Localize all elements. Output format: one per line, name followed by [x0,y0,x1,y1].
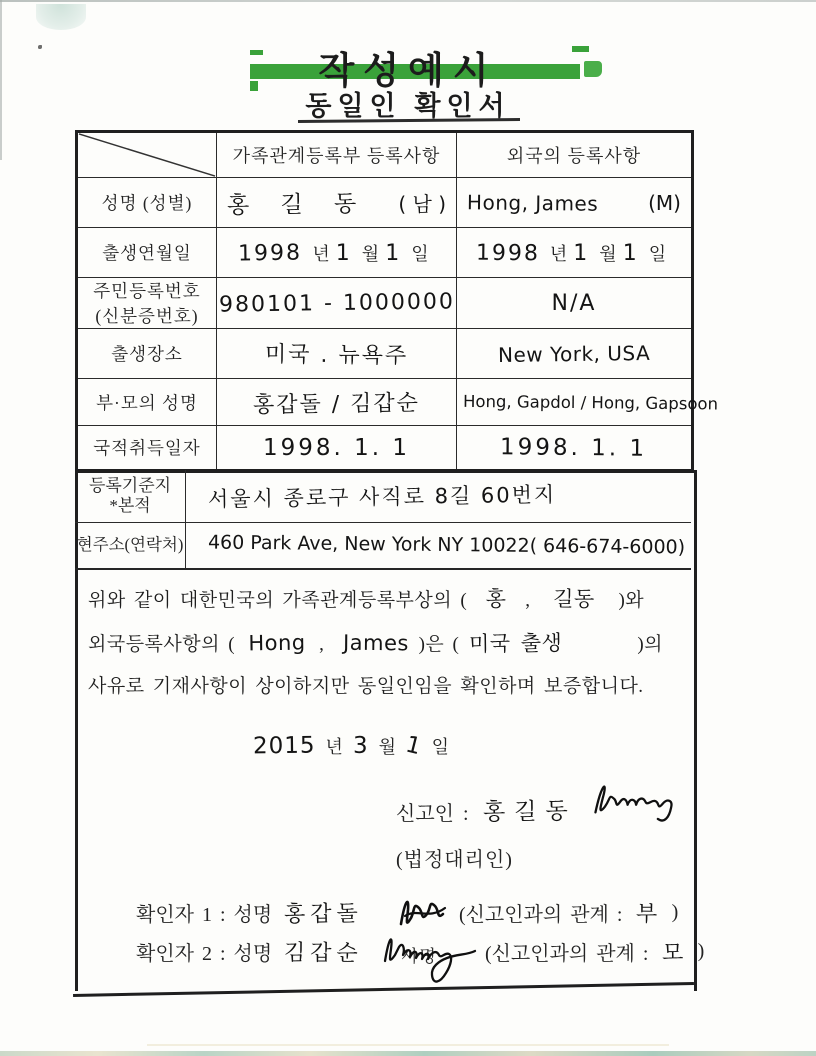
statement-line2-mid: )은 ( [418,634,460,655]
birth-day-foreign: 1 [622,240,639,266]
table-row [77,379,693,426]
label-parents: 부·모의 성명 [77,379,217,426]
header-foreign: 외국의 등록사항 [457,132,693,178]
diagonal-line [78,133,216,177]
signature-field-label: 서명 [400,947,438,966]
table-header-row [77,132,693,178]
statement-givenname-hand: 길동 [553,586,596,612]
label-regno-line2: (신분증번호) [95,306,199,326]
statement-line2-post: )의 [637,634,664,655]
signature-confirmer-2 [379,925,483,987]
name-foreign-value: Hong, James [466,189,599,216]
table-row [77,228,693,278]
birth-month: 1 [335,240,352,266]
cell-parents-foreign [457,379,719,426]
declarant-line [396,790,690,826]
label-regno-line1: 주민등록번호 [93,281,201,301]
label-birthdate: 출생연월일 [77,228,217,278]
regno-domestic-value: 980101 - 1000000 [218,288,455,318]
name-domestic-value: 홍 길 동 [226,191,369,219]
declarant-label: 신고인 : [396,803,469,825]
registry-value-cell [186,481,691,511]
declarant-name-hand: 홍길동 [482,798,577,826]
cell-name-foreign [457,178,693,228]
statement-line1-sep: , [525,590,531,611]
confirmer-1-line [136,897,678,928]
scan-edge-top [0,0,816,2]
name-foreign-gender: (M) [648,190,681,215]
date-day: 1 [403,731,425,761]
regno-foreign-value: N/A [551,290,597,316]
statement-line2-sep: , [319,634,333,655]
statement-line1 [88,578,684,622]
confirmer-2-relation-post: ) [697,939,705,962]
label-birthplace: 출생장소 [77,329,217,379]
cell-nationality-foreign [457,426,693,471]
address-row [75,522,691,570]
birthplace-foreign-value: New York, USA [497,340,651,367]
label-regno [77,278,217,329]
birth-day-unit: 일 [411,243,429,264]
date-month-unit: 월 [378,737,396,757]
example-badge-title: 작성예시 [318,51,498,92]
address-value: 460 Park Ave, New York NY 10022( 646-674-6000) [207,531,686,559]
confirmer-2-line [136,933,704,969]
nationality-domestic-value: 1998. 1. 1 [262,434,411,461]
cell-birthplace-foreign [457,329,693,379]
cell-birth-foreign [457,228,693,278]
registry-value: 서울시 종로구 사직로 8길 60번지 [207,482,557,512]
cell-regno-foreign [457,278,693,329]
scan-bottom-faint-line [147,1044,669,1046]
label-nationality-date: 국적취득일자 [77,426,217,471]
table-row [77,278,693,329]
date-year-unit: 년 [325,737,343,757]
statement-foreign-givenname-hand: James [342,630,409,656]
address-value-cell [186,531,691,559]
statement-foreign-surname-hand: Hong [248,630,306,656]
registry-label-line2: *본적 [109,496,151,515]
cell-birth-domestic [217,228,457,278]
birth-year: 1998 [238,240,303,266]
scan-smudge-artifact [36,4,86,30]
statement-line2-pre: 외국등록사항의 ( [88,634,236,655]
name-domestic-gender: ( 남 ) [398,192,446,216]
birthplace-domestic-value: 미국 . 뉴욕주 [264,342,409,369]
date-line [253,733,459,759]
confirmer-2-relation-pre: (신고인과의 관계 : [484,942,649,965]
confirmer-1-relation-pre: (신고인과의 관계 : [458,904,623,926]
cell-name-domestic [217,178,457,228]
date-month: 3 [352,733,369,759]
birth-year-foreign: 1998 [475,240,541,266]
statement-line1-pre: 위와 같이 대한민국의 가족관계등록부상의 ( [88,590,468,611]
birth-day: 1 [385,240,402,266]
confirmer-2-name-hand: 김갑순 [284,940,364,966]
signature-declarant [586,774,690,828]
confirmer-1-relation-post: ) [671,901,679,923]
nationality-foreign-value: 1998. 1. 1 [500,433,648,462]
cell-birthplace-domestic [217,329,457,379]
confirmer-2-prefix: 확인자 2 : 성명 [136,942,273,965]
cell-nationality-domestic [217,426,457,471]
confirmer-1-prefix: 확인자 1 : 성명 [136,904,273,926]
scan-bottom-strip [0,1051,816,1056]
header-corner-cell [77,132,217,178]
parents-domestic-value: 홍갑돌 / 김갑순 [252,390,421,418]
birth-month-unit: 월 [361,243,380,264]
cell-parents-domestic [217,379,457,426]
confirmer-1-relation-hand: 부 [636,901,658,928]
date-day-unit: 일 [431,737,449,757]
statement-line2 [88,622,684,666]
birth-year-unit: 년 [312,243,330,264]
birth-year-unit-foreign: 년 [549,243,568,264]
address-label-cell [75,522,186,568]
table-row [77,329,693,379]
table-row [77,178,693,228]
identity-comparison-table [75,130,719,472]
address-label: 현주소(연락처) [76,535,184,555]
statement-line3: 사유로 기재사항이 상이하지만 동일인임을 확인하며 보증합니다. [88,676,644,697]
legal-representative-label: (법정대리인) [396,849,513,871]
birth-month-foreign: 1 [573,240,590,266]
statement-line1-post: )와 [618,590,645,611]
confirmer-2-relation-hand: 모 [662,940,684,966]
registry-label [75,470,186,522]
statement-surname-hand: 홍 [485,586,507,612]
birth-day-unit-foreign: 일 [648,243,667,264]
confirmer-2-signature-area [381,933,481,969]
document-title: 동일인 확인서 [305,91,511,121]
birth-month-unit-foreign: 월 [599,243,617,264]
cell-regno-domestic [217,278,457,329]
date-year: 2015 [252,732,316,760]
declaration-statement [88,578,684,708]
parents-foreign-value: Hong, Gapdol / Hong, Gapsoon [462,391,719,414]
label-name: 성명 (성별) [77,178,217,228]
table-row [77,426,693,471]
confirmer-1-name-hand: 홍갑돌 [284,901,364,928]
registry-row [75,470,691,523]
registry-label-line1: 등록기준지 [88,475,172,495]
header-domestic: 가족관계등록부 등록사항 [217,132,457,178]
statement-reason-hand: 미국 출생 [469,630,563,657]
